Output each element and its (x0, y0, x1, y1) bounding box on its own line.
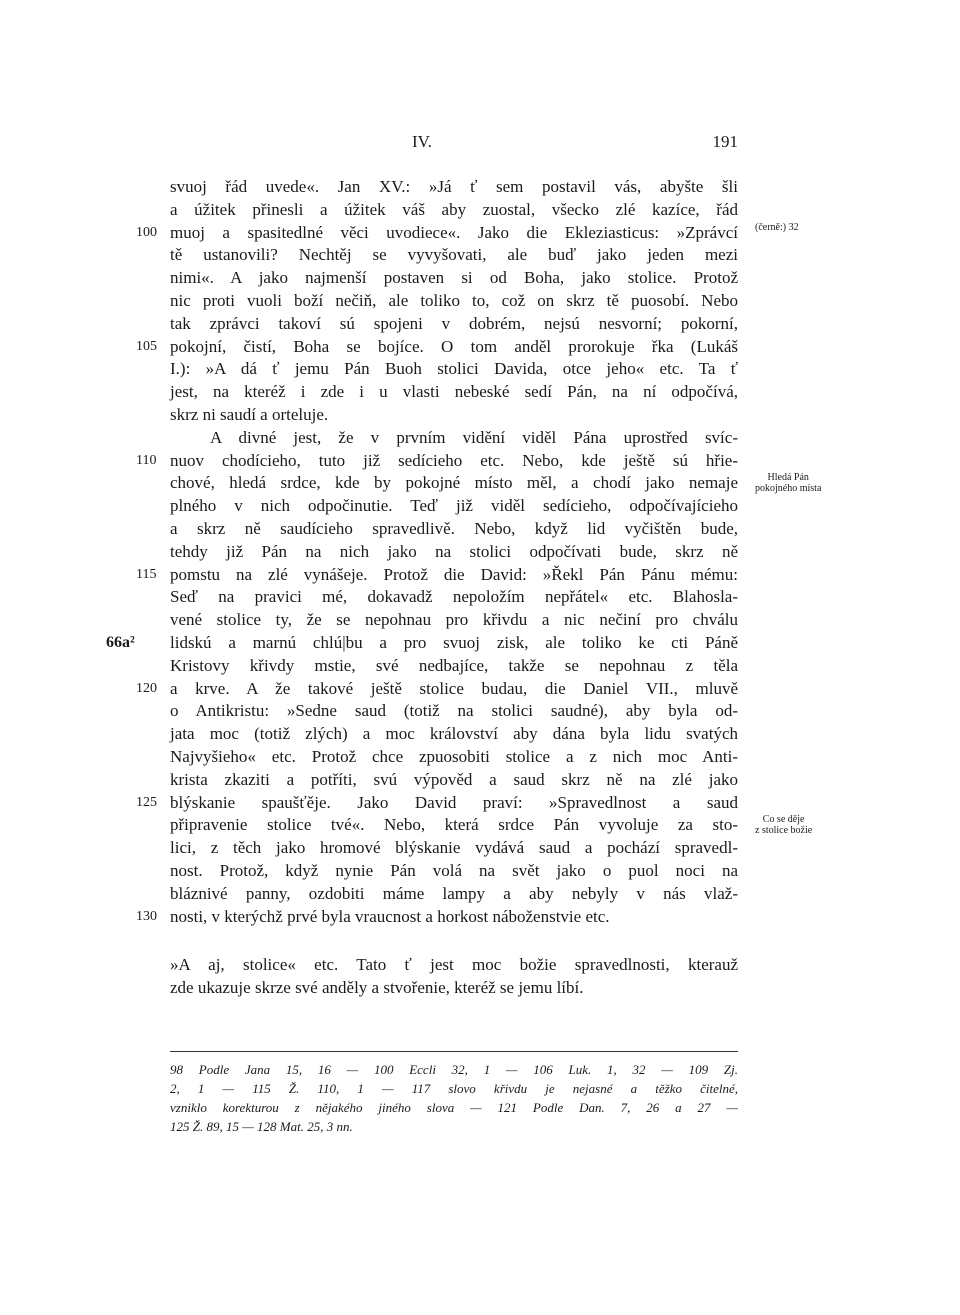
line-text: připravenie stolice tvé«. Nebo, která srdce Pán vyvoluje za sto- (170, 815, 738, 835)
line-number: 105 (136, 338, 157, 354)
line-text: Seď na pravici mé, dokavadž nepoložím nepřátel« etc. Blahosla- (170, 587, 738, 607)
line-text: plného v nich odpočinutie. Teď již viděl sedícieho, odpočívajícieho (170, 496, 738, 516)
text-line (170, 381, 738, 404)
text-line (170, 655, 738, 678)
line-text: krista zkaziti a potříti, svú výpověd a saud skrz ně na zlé jako (170, 769, 738, 789)
margin-note: Co se děje z stolice božie (755, 814, 813, 837)
line-text: I.): »A dá ť jemu Pán Buoh stolici Davida, otce jeho« etc. Ta ť (170, 359, 738, 379)
text-line (170, 837, 738, 860)
line-number: 125 (136, 794, 157, 810)
line-text: svuoj řád uvede«. Jan XV.: »Já ť sem postavil vás, abyšte šli (170, 177, 738, 196)
text-line (170, 814, 813, 837)
line-number: 100 (136, 224, 157, 240)
line-text: jest, na kteréž i zde i u vlasti nebeské sedí Pán, na ní odpočívá, (170, 382, 738, 402)
line-text: Kristovy křivdy mstie, své nedbajíce, takže se nepohnau z těla (170, 655, 738, 675)
line-text: nosti, v kterýchž prvé byla vraucnost a horkost náboženstvie etc. (170, 906, 610, 926)
line-text: lici, z těch jako hromové blýskanie vydává saud a pochází spravedl- (170, 838, 738, 858)
text-line (136, 221, 799, 245)
line-number: 130 (136, 908, 157, 924)
text-line (170, 609, 738, 632)
line-text: lidskú a marnú chlú|bu a pro svuoj zisk, ale toliko ke cti Páně (170, 632, 738, 652)
chapter-heading: IV. (412, 132, 432, 151)
line-text: nuov chodícieho, tuto již sedícieho etc. Nebo, kde ještě sú hřie- (170, 450, 738, 470)
text-line (170, 290, 738, 313)
text-line (170, 723, 738, 746)
text-line (136, 792, 738, 815)
main-text (106, 176, 822, 1000)
footnote-line: 2, 1 — 115 Ž. 110, 1 — 117 slovo křivdu je nejasné a těžko čitelné, (170, 1081, 738, 1096)
line-text: tě ustanovili? Nechtěj se vyvyšovati, ale buď jako jeden mezi (170, 245, 738, 265)
paragraph-gap (170, 928, 738, 954)
line-text: pokojní, čistí, Boha se bojíce. O tom anděl prorokuje řka (Lukáš (170, 336, 738, 356)
footnotes (170, 1060, 738, 1136)
line-text: a krve. A že takové ještě stolice budau, die Daniel VII., mluvě (170, 678, 738, 698)
line-number: 110 (136, 452, 157, 468)
line-text: Najvyšieho« etc. Protož chce zpuosobiti stolice a z nich moc Anti- (170, 746, 738, 766)
text-line (136, 450, 738, 473)
footnote-rule (170, 1051, 738, 1052)
text-line (170, 267, 738, 290)
text-line (170, 860, 738, 883)
text-line (170, 495, 738, 518)
footnote-line: 125 Ž. 89, 15 — 128 Mat. 25, 3 nn. (170, 1119, 353, 1134)
line-text: chové, hledá srdce, kde by pokojné místo měl, a chodí jako nemaje (170, 473, 738, 493)
text-line (170, 313, 738, 336)
text-line (106, 632, 738, 655)
line-text: nimi«. A jako najmenší postaven si od Boha, jako stolice. Protož (170, 268, 738, 288)
line-number: 115 (136, 566, 157, 582)
text-line (170, 472, 822, 495)
text-line (170, 954, 738, 977)
text-line (170, 883, 738, 906)
running-header (170, 132, 738, 156)
folio-marker: 66a² (106, 633, 135, 651)
text-line (170, 199, 738, 222)
text-line (170, 977, 738, 1000)
margin-note: (černě:) 32 (755, 221, 799, 233)
text-line (170, 404, 738, 427)
line-text: skrz ni saudí a orteluje. (170, 404, 329, 424)
line-text: muoj a spasitedlné věci uvodiece«. Jako die Ekleziasticus: »Zprávcí (170, 222, 738, 242)
line-number: 120 (136, 680, 157, 696)
line-text: jata moc (totiž zlých) a moc království aby dána byla lidu svatých (170, 724, 738, 744)
text-line (170, 746, 738, 769)
line-text: »A aj, stolice« etc. Tato ť jest moc božie spravedlnosti, kterauž (170, 955, 738, 975)
text-line (170, 358, 738, 381)
text-line (136, 678, 738, 701)
text-line (136, 906, 738, 929)
margin-note: Hledá Pán pokojného místa (755, 472, 822, 495)
line-text: o Antikristu: »Sedne saud (totiž na stolici saudné), aby byla od- (170, 701, 738, 721)
line-text: a úžitek přinesli a úžitek váš aby zuostal, všecko zlé kazíce, řád (170, 199, 738, 219)
line-text: blýskanie spaušťěje. Jako David praví: »Spravedlnost a saud (170, 792, 738, 812)
line-text: bláznivé panny, ozdobiti máme lampy a aby nebyly v nás vlaž- (170, 883, 738, 903)
footnote-line: vzniklo korekturou z nějakého jiného slova — 121 Podle Dan. 7, 26 a 27 — (170, 1100, 738, 1115)
text-line (170, 586, 738, 609)
text-line (170, 769, 738, 792)
text-line (136, 564, 738, 587)
footnote-line: 98 Podle Jana 15, 16 — 100 Eccli 32, 1 — 106 Luk. 1, 32 — 109 Zj. (170, 1062, 738, 1077)
text-line (170, 518, 738, 541)
line-text: vené stolice ty, že se nepohnau pro křivdu a nic nečiní pro chválu (170, 610, 738, 630)
line-text: tak zprávci takoví sú spojeni v dobrém, nejsú nesvorní; pokorní, (170, 313, 738, 333)
line-text: tehdy již Pán na nich jako na stolici odpočívati bude, skrz ně (170, 541, 738, 561)
text-line (170, 176, 738, 199)
line-text: nost. Protož, když nynie Pán volá na svět jako o puol noci na (170, 860, 738, 880)
line-text: a skrz ně saudícieho spravedlivě. Nebo, když lid vyčištěn bude, (170, 518, 738, 538)
text-line (136, 336, 738, 359)
line-text: nic proti vuoli boží nečiň, ale toliko to, což on skrz tě puosobí. Nebo (170, 290, 738, 310)
text-line (170, 244, 738, 267)
line-text: pomstu na zlé vynášeje. Protož die David: »Řekl Pán Pánu mému: (170, 564, 738, 584)
page-number: 191 (712, 132, 738, 151)
text-line (170, 427, 738, 450)
line-text: A divné jest, že v prvním vidění viděl Pána uprostřed svíc- (210, 427, 738, 447)
line-text: zde ukazuje skrze své anděly a stvořenie, kteréž se jemu líbí. (170, 978, 584, 998)
text-line (170, 700, 738, 723)
text-line (170, 541, 738, 564)
